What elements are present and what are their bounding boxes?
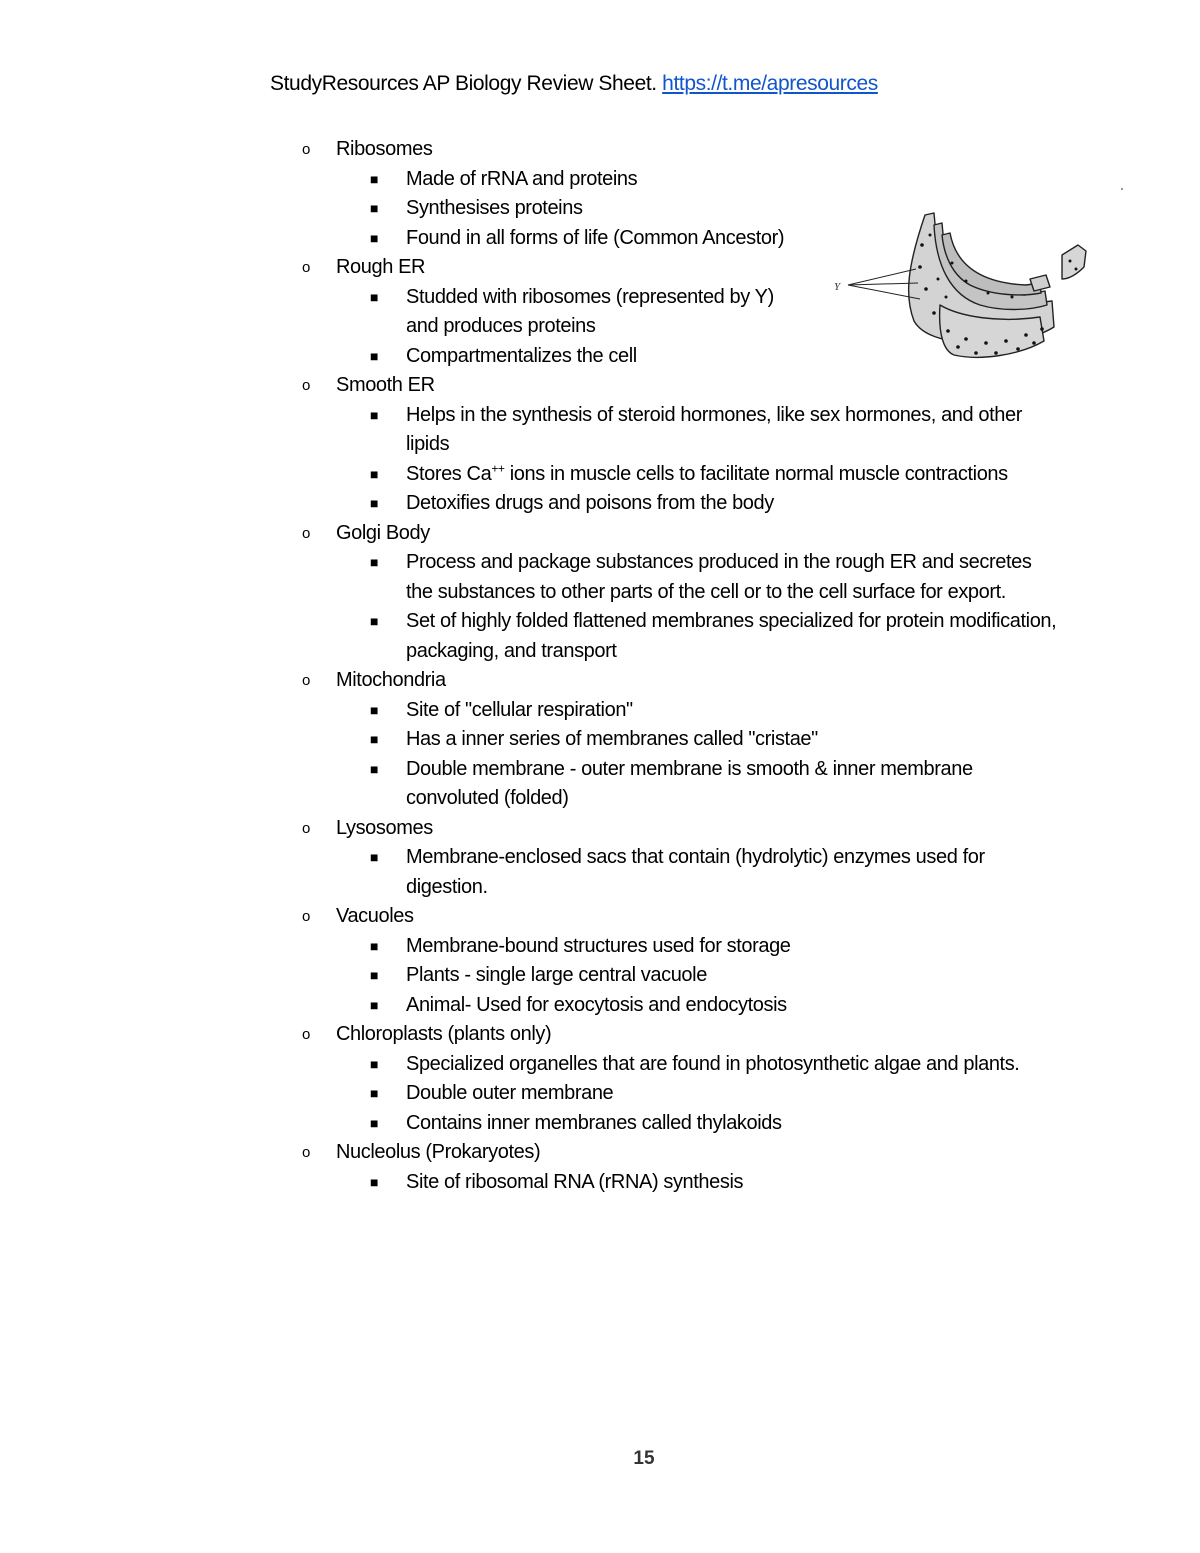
header-title: StudyResources AP Biology Review Sheet. <box>270 72 657 95</box>
section-smooth-er <box>0 371 1200 519</box>
bullet-square: ■ <box>370 1173 379 1190</box>
bullet-square: ■ <box>370 200 379 216</box>
bullet-square: ■ <box>370 701 379 718</box>
list-item: ■ Plants - single large central vacuole <box>406 961 1061 991</box>
rough-er-illustration <box>830 205 1092 375</box>
section-title: Smooth ER <box>336 374 435 396</box>
list-item: ■ Studded with ribosomes (represented by Y) and produces proteins <box>406 283 791 342</box>
list-item: ■ Double membrane - outer membrane is smooth & inner membrane convoluted (folded) <box>406 755 1061 814</box>
section-title: Mitochondria <box>336 669 446 691</box>
bullet-square: ■ <box>370 849 379 865</box>
list-item: ■ Double outer membrane <box>406 1079 1061 1109</box>
section-title: Vacuoles <box>336 905 414 927</box>
page-number: 15 <box>633 1448 655 1469</box>
bullet-circle: o <box>302 524 310 542</box>
list-item: ■ Helps in the synthesis of steroid hormones, like sex hormones, and other lipids <box>406 401 1061 460</box>
section-title: Nucleolus (Prokaryotes) <box>336 1141 541 1163</box>
list-item: ■ Compartmentalizes the cell <box>406 342 1061 372</box>
list-item: ■ Contains inner membranes called thylakoids <box>406 1109 1061 1139</box>
bullet-square: ■ <box>370 937 379 954</box>
section-mitochondria <box>0 666 1200 814</box>
section-title: Ribosomes <box>336 138 433 160</box>
bullet-square: ■ <box>370 288 379 305</box>
list-item: ■ Specialized organelles that are found in photosynthetic algae and plants. <box>406 1050 1061 1080</box>
list-item: ■ Stores Ca++ ions in muscle cells to facilitate normal muscle contractions <box>406 460 1061 490</box>
list-item: ■ Has a inner series of membranes called "cristae" <box>406 725 1061 755</box>
bullet-square: ■ <box>370 465 379 482</box>
bullet-square: ■ <box>370 170 379 187</box>
bullet-square: ■ <box>370 229 379 246</box>
bullet-square: ■ <box>370 760 379 777</box>
list-item: ■ Membrane-bound structures used for storage <box>406 932 1061 962</box>
list-item: ■ Site of "cellular respiration" <box>406 696 1061 726</box>
bullet-circle: o <box>302 377 310 394</box>
page-header <box>270 72 878 96</box>
bullet-circle: o <box>302 1026 310 1043</box>
bullet-circle: o <box>302 141 310 158</box>
bullet-square: ■ <box>370 613 379 629</box>
bullet-square: ■ <box>370 1114 379 1131</box>
list-item: ■ Found in all forms of life (Common Ancestor) <box>406 224 791 254</box>
bullet-square: ■ <box>370 554 379 570</box>
section-vacuoles <box>0 902 1200 1020</box>
bullet-circle: o <box>302 908 310 925</box>
list-item: ■ Made of rRNA and proteins <box>406 165 1061 195</box>
section-lysosomes <box>0 814 1200 903</box>
stray-mark <box>1121 188 1123 190</box>
y-label: Y <box>834 281 841 293</box>
bullet-square: ■ <box>370 1055 379 1072</box>
header-link[interactable]: https://t.me/apresources <box>662 72 878 95</box>
section-title: Lysosomes <box>336 816 433 839</box>
list-item: ■ Membrane-enclosed sacs that contain (hydrolytic) enzymes used for digestion. <box>406 843 1061 902</box>
list-item: ■ Process and package substances produced in the rough ER and secretes the substances to other parts of the cell or to the cell surface for export. <box>406 548 1061 607</box>
bullet-circle: o <box>302 819 310 837</box>
section-chloroplasts <box>0 1020 1200 1138</box>
bullet-square: ■ <box>370 406 379 423</box>
bullet-square: ■ <box>370 495 379 511</box>
bullet-circle: o <box>302 672 310 689</box>
list-item: ■ Synthesises proteins <box>406 194 1061 224</box>
superscript: ++ <box>491 460 505 475</box>
list-item: ■ Detoxifies drugs and poisons from the body <box>406 489 1061 519</box>
bullet-square: ■ <box>370 731 379 747</box>
section-title: Rough ER <box>336 256 426 278</box>
rough-er-diagram <box>830 205 1092 375</box>
section-nucleolus <box>0 1138 1200 1197</box>
list-item: ■ Site of ribosomal RNA (rRNA) synthesis <box>406 1168 1061 1198</box>
bullet-square: ■ <box>370 347 379 364</box>
bullet-square: ■ <box>370 967 379 983</box>
bullet-circle: o <box>302 259 310 276</box>
bullet-square: ■ <box>370 1085 379 1101</box>
bullet-circle: o <box>302 1144 310 1161</box>
section-golgi-body <box>0 519 1200 667</box>
bullet-square: ■ <box>370 996 379 1013</box>
list-item: ■ Animal- Used for exocytosis and endocytosis <box>406 991 1061 1021</box>
section-title: Golgi Body <box>336 521 430 544</box>
section-title: Chloroplasts (plants only) <box>336 1023 552 1045</box>
list-item: ■ Set of highly folded flattened membranes specialized for protein modification, packaging, and transport <box>406 607 1061 666</box>
